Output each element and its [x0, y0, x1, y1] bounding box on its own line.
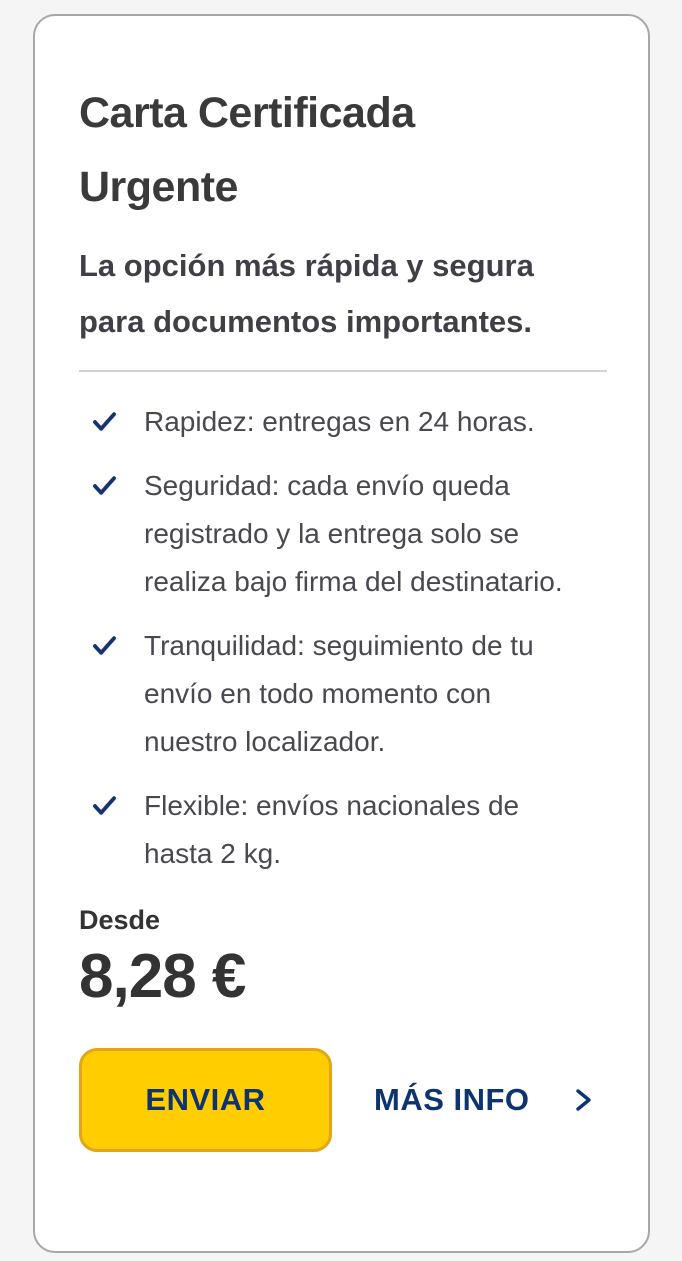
feature-text: Rapidez: entregas en 24 horas.: [144, 406, 535, 437]
mas-info-label: MÁS INFO: [374, 1082, 530, 1117]
feature-item: [91, 622, 605, 766]
check-icon: [91, 408, 118, 435]
feature-text: Seguridad: cada envío queda registrado y la entrega solo se realiza bajo firma del destinatario.: [144, 470, 563, 597]
mas-info-link[interactable]: [374, 1082, 596, 1118]
chevron-right-icon: [572, 1084, 596, 1116]
feature-item: [91, 462, 605, 606]
divider: [79, 370, 607, 372]
product-subtitle: La opción más rápida y segura para documentos importantes.: [79, 248, 534, 339]
check-icon: [91, 792, 118, 819]
feature-text: Tranquilidad: seguimiento de tu envío en todo momento con nuestro localizador.: [144, 630, 534, 757]
feature-text: Flexible: envíos nacionales de hasta 2 kg.: [144, 790, 520, 869]
product-title: Carta Certificada Urgente: [79, 89, 415, 211]
enviar-button[interactable]: ENVIAR: [79, 1048, 332, 1152]
feature-item: [91, 398, 605, 446]
price-amount: 8,28 €: [79, 942, 246, 1011]
product-card: [33, 14, 650, 1253]
feature-list: [79, 398, 605, 878]
feature-item: [91, 782, 605, 878]
card-actions: [79, 1048, 605, 1152]
check-icon: [91, 632, 118, 659]
check-icon: [91, 472, 118, 499]
price-from-label: Desde: [79, 905, 161, 935]
